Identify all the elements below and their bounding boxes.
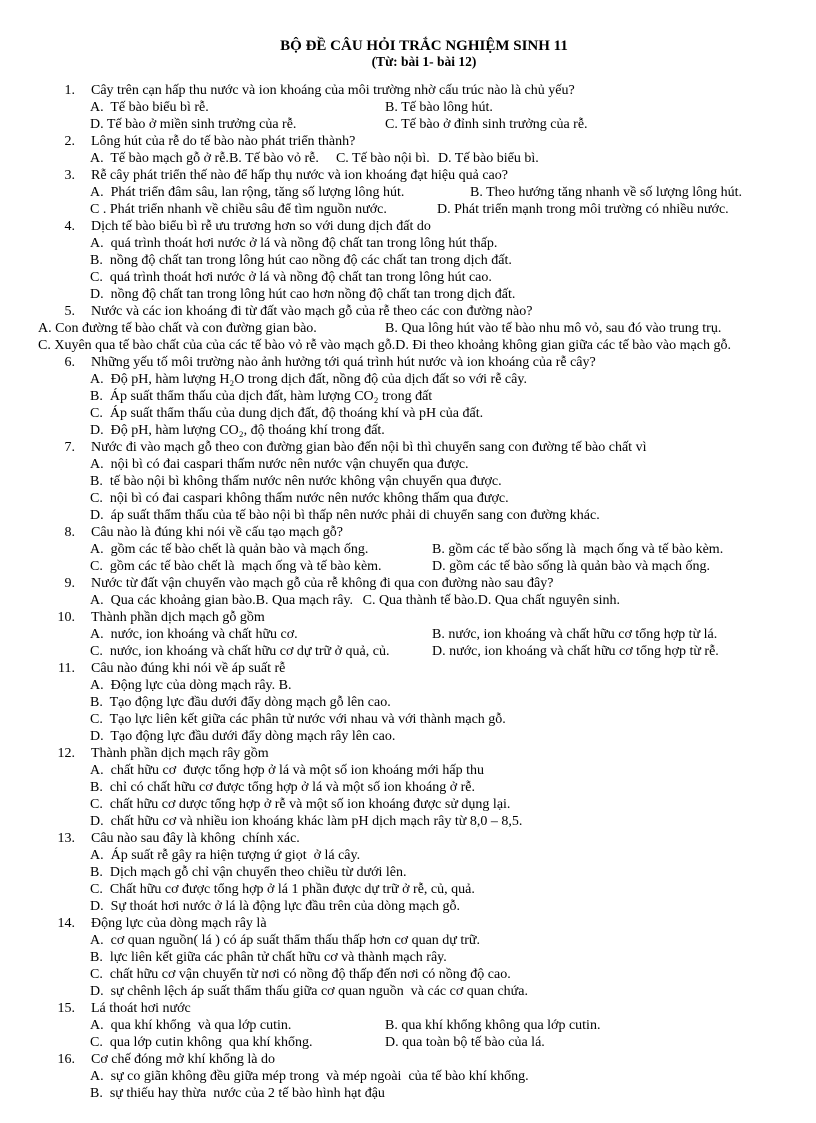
option: B. sự thiếu hay thừa nước của 2 tế bào hình hạt đậu — [90, 1086, 385, 1101]
question-item-10 — [38, 609, 810, 660]
option: D. Sự thoát hơi nước ở lá là động lực đầu trên của dòng mạch gỗ. — [90, 899, 461, 914]
question-head — [38, 218, 810, 235]
option: D. nước, ion khoáng và chất hữu cơ tổng hợp từ rễ. — [432, 644, 719, 659]
question-number: 14. — [57, 916, 75, 931]
options — [90, 184, 810, 218]
option: B. Dịch mạch gỗ chỉ vận chuyển theo chiều từ dưới lên. — [90, 865, 407, 880]
options — [90, 99, 810, 133]
question-head — [38, 167, 810, 184]
question-item-8 — [38, 524, 810, 575]
option: B. Theo hướng tăng nhanh về số lượng lông hút. — [470, 185, 742, 200]
option: A. nội bì có đai caspari thấm nước nên nước vận chuyển qua được. — [90, 457, 469, 472]
question-head — [38, 524, 810, 541]
option: A. sự co giãn không đều giữa mép trong và mép ngoài của tế bào khí khổng. — [90, 1069, 529, 1084]
question-number: 5. — [64, 304, 75, 319]
question-text: Câu nào sau đây là không chính xác. — [91, 831, 300, 846]
question-text: Lá thoát hơi nước — [91, 1001, 191, 1016]
question-number: 15. — [57, 1001, 75, 1016]
option: A. Động lực của dòng mạch rây. B. — [90, 678, 292, 693]
option: A. Tế bào mạch gỗ ở rễ. — [90, 151, 229, 166]
question-text: Thành phần dịch mạch gỗ gồm — [91, 610, 265, 625]
option: D. gồm các tế bào sống là quản bào và mạch ống. — [432, 559, 710, 574]
question-number: 9. — [64, 576, 75, 591]
question-item-2 — [38, 133, 810, 167]
options — [90, 847, 810, 915]
question-number: 16. — [57, 1052, 75, 1067]
option: B. qua khí khổng không qua lớp cutin. — [385, 1018, 601, 1033]
question-item-12 — [38, 745, 810, 830]
option: A. qua khí khổng và qua lớp cutin. — [90, 1018, 292, 1033]
question-number: 7. — [64, 440, 75, 455]
option: C. Áp suất thẩm thấu của dung dịch đất, độ thoáng khí và pH của đất. — [90, 406, 484, 421]
option: D. Qua chất nguyên sinh. — [477, 593, 621, 608]
option: A. gồm các tế bào chết là quản bào và mạch ống. — [90, 542, 369, 557]
option: B. Áp suất thẩm thấu của dịch đất, hàm lượng CO₂ trong đất — [90, 389, 433, 404]
option: B. nồng độ chất tan trong lông hút cao nồng độ các chất tan trong dịch đất. — [90, 253, 512, 268]
option: C. qua lớp cutin không qua khí khổng. — [90, 1035, 313, 1050]
options — [90, 456, 810, 524]
option: B. chỉ có chất hữu cơ được tổng hợp ở lá và một số ion khoáng ở rễ. — [90, 780, 476, 795]
option: A. quá trình thoát hơi nước ở lá và nồng độ chất tan trong lông hút thấp. — [90, 236, 498, 251]
option: A. Phát triển đâm sâu, lan rộng, tăng số lượng lông hút. — [90, 185, 405, 200]
question-item-16 — [38, 1051, 810, 1102]
option: D. Phát triển mạnh trong môi trường có nhiều nước. — [437, 202, 729, 217]
question-item-14 — [38, 915, 810, 1000]
option: D. áp suất thẩm thấu của tế bào nội bì thấp nên nước phải di chuyển sang con đường khác. — [90, 508, 600, 523]
option: D. qua toàn bộ tế bào của lá. — [385, 1035, 545, 1050]
option-row — [90, 558, 810, 575]
option: B. lực liên kết giữa các phân tử chất hữu cơ và thành mạch rây. — [90, 950, 447, 965]
question-item-9 — [38, 575, 810, 609]
question-item-4 — [38, 218, 810, 303]
options — [90, 235, 810, 303]
question-item-13 — [38, 830, 810, 915]
option-row — [90, 643, 810, 660]
question-text: Rễ cây phát triển thế nào để hấp thụ nước và ion khoáng đạt hiệu quả cao? — [91, 168, 508, 183]
question-text: Nước và các ion khoáng đi từ đất vào mạch gỗ của rễ theo các con đường nào? — [91, 304, 533, 319]
question-head — [38, 660, 810, 677]
option: B. Qua mạch rây. — [255, 593, 354, 608]
option: C. chất hữu cơ dược tổng hợp ở rễ và một số ion khoáng được sử dụng lại. — [90, 797, 511, 812]
question-text: Cơ chế đóng mở khí khổng là do — [91, 1052, 275, 1067]
option: C. Tế bào nội bì. — [335, 151, 430, 166]
question-head — [38, 1051, 810, 1068]
question-head — [38, 303, 810, 320]
question-head — [38, 745, 810, 762]
question-number: 3. — [64, 168, 75, 183]
options — [90, 541, 810, 575]
question-head — [38, 133, 810, 150]
question-number: 1. — [64, 83, 75, 98]
question-item-6 — [38, 354, 810, 439]
option: B. Tạo động lực đầu dưới đẩy dòng mạch gỗ lên cao. — [90, 695, 391, 710]
options — [90, 1068, 810, 1102]
option: B. Qua lông hút vào tế bào nhu mô vỏ, sau đó vào trung trụ. — [385, 321, 722, 336]
question-number: 10. — [57, 610, 75, 625]
question-number: 8. — [64, 525, 75, 540]
question-number: 12. — [57, 746, 75, 761]
option-row — [90, 1017, 810, 1034]
option: C. Xuyên qua tế bào chất của của các tế bào vỏ rễ vào mạch gỗ. — [38, 338, 396, 353]
question-number: 2. — [64, 134, 75, 149]
option-row — [90, 184, 810, 201]
option-row — [38, 337, 810, 354]
question-item-5 — [38, 303, 810, 354]
option: A. chất hữu cơ được tổng hợp ở lá và một số ion khoáng mới hấp thu — [90, 763, 484, 778]
question-text: Động lực của dòng mạch rây là — [91, 916, 267, 931]
option: C. Chất hữu cơ được tổng hợp ở lá 1 phần được dự trữ ở rễ, củ, quả. — [90, 882, 475, 897]
options — [90, 626, 810, 660]
option: B. gồm các tế bào sống là mạch ống và tế bào kèm. — [432, 542, 724, 557]
option: D. Tế bào biểu bì. — [437, 151, 539, 166]
option-row — [90, 201, 810, 218]
option: A. Qua các khoảng gian bào. — [90, 593, 256, 608]
option: B. nước, ion khoáng và chất hữu cơ tổng hợp từ lá. — [432, 627, 718, 642]
option: C. quá trình thoát hơi nước ở lá và nồng độ chất tan trong lông hút cao. — [90, 270, 492, 285]
option-row — [38, 320, 810, 337]
options — [90, 1017, 810, 1051]
question-number: 4. — [64, 219, 75, 234]
option-row — [90, 150, 810, 167]
question-item-7 — [38, 439, 810, 524]
option: B. Tế bào lông hút. — [385, 100, 493, 115]
option: D. nồng độ chất tan trong lông hút cao hơn nồng độ chất tan trong dịch đất. — [90, 287, 516, 302]
option-row — [90, 116, 810, 133]
option-row — [90, 626, 810, 643]
option: C . Phát triển nhanh về chiều sâu để tìm nguồn nước. — [90, 202, 387, 217]
question-item-3 — [38, 167, 810, 218]
option: A. Con đường tế bào chất và con đường gian bào. — [38, 321, 317, 336]
question-text: Lông hút của rễ do tế bào nào phát triển thành? — [91, 134, 356, 149]
option: D. Tạo động lực đầu dưới đẩy dòng mạch rây lên cao. — [90, 729, 396, 744]
question-head — [38, 82, 810, 99]
option: C. Tế bào ở đỉnh sinh trưởng của rễ. — [385, 117, 588, 132]
option: D. sự chênh lệch áp suất thẩm thấu giữa cơ quan nguồn và các cơ quan chứa. — [90, 984, 528, 999]
option-row — [90, 99, 810, 116]
question-number: 6. — [64, 355, 75, 370]
document-title: BỘ ĐỀ CÂU HỎI TRẮC NGHIỆM SINH 11 — [280, 38, 568, 54]
option: D. Tế bào ở miền sinh trưởng của rễ. — [90, 117, 297, 132]
option: D. Độ pH, hàm lượng CO₂, độ thoáng khí trong đất. — [90, 423, 385, 438]
question-head — [38, 830, 810, 847]
question-text: Câu nào đúng khi nói về áp suất rễ — [91, 661, 286, 676]
question-head — [38, 575, 810, 592]
options — [90, 150, 810, 167]
option-row — [90, 541, 810, 558]
option: B. Tế bào vỏ rễ. — [228, 151, 319, 166]
options — [90, 371, 810, 439]
option: C. chất hữu cơ vận chuyển từ nơi có nồng độ thấp đến nơi có nồng độ cao. — [90, 967, 511, 982]
question-head — [38, 915, 810, 932]
option: A. cơ quan nguồn( lá ) có áp suất thẩm thấu thấp hơn cơ quan dự trữ. — [90, 933, 481, 948]
option: A. Tế bào biểu bì rễ. — [90, 100, 209, 115]
question-text: Nước đi vào mạch gỗ theo con đường gian bào đến nội bì thì chuyển sang con đường tế bào chất vì — [91, 440, 647, 455]
options — [90, 592, 810, 609]
document-subtitle: (Từ: bài 1- bài 12) — [371, 54, 477, 69]
option: B. tế bào nội bì không thấm nước nên nước không vận chuyển qua được. — [90, 474, 502, 489]
options — [90, 932, 810, 1000]
question-number: 11. — [58, 661, 75, 676]
option: A. Áp suất rễ gây ra hiện tượng ứ giọt ở lá cây. — [90, 848, 361, 863]
option: D. chất hữu cơ và nhiều ion khoáng khác làm pH dịch mạch rây từ 8,0 – 8,5. — [90, 814, 523, 829]
question-text: Cây trên cạn hấp thu nước và ion khoáng của môi trường nhờ cấu trúc nào là chủ yếu? — [91, 83, 575, 98]
question-item-1 — [38, 82, 810, 133]
option-row — [90, 592, 810, 609]
option: A. Độ pH, hàm lượng H₂O trong dịch đất, nồng độ của dịch đất so với rễ cây. — [90, 372, 527, 387]
option: C. nước, ion khoáng và chất hữu cơ dự trữ ở quả, củ. — [90, 644, 390, 659]
question-head — [38, 439, 810, 456]
option: C. nội bì có đai caspari không thấm nước nên nước không thấm qua được. — [90, 491, 509, 506]
question-text: Nước từ đất vận chuyển vào mạch gỗ của rễ không đi qua con đường nào sau đây? — [91, 576, 554, 591]
option: C. gồm các tế bào chết là mạch ống và tế bào kèm. — [90, 559, 382, 574]
options — [90, 677, 810, 745]
question-text: Những yếu tố môi trường nào ảnh hưởng tới quá trình hút nước và ion khoáng của rễ cây? — [91, 355, 596, 370]
question-text: Dịch tế bào biểu bì rễ ưu trương hơn so với dung dịch đất do — [91, 219, 431, 234]
options — [90, 762, 810, 830]
option: C. Tạo lực liên kết giữa các phân tử nước với nhau và với thành mạch gỗ. — [90, 712, 506, 727]
question-text: Thành phần dịch mạch rây gồm — [91, 746, 269, 761]
question-text: Câu nào là đúng khi nói về cấu tạo mạch gỗ? — [91, 525, 343, 540]
option-row — [90, 1034, 810, 1051]
options — [38, 320, 810, 354]
question-item-15 — [38, 1000, 810, 1051]
question-item-11 — [38, 660, 810, 745]
question-head — [38, 1000, 810, 1017]
question-head — [38, 609, 810, 626]
option: A. nước, ion khoáng và chất hữu cơ. — [90, 627, 298, 642]
option: C. Qua thành tế bào. — [362, 593, 478, 608]
option: D. Đi theo khoảng không gian giữa các tế bào vào mạch gỗ. — [395, 338, 731, 353]
question-head — [38, 354, 810, 371]
question-number: 13. — [57, 831, 75, 846]
